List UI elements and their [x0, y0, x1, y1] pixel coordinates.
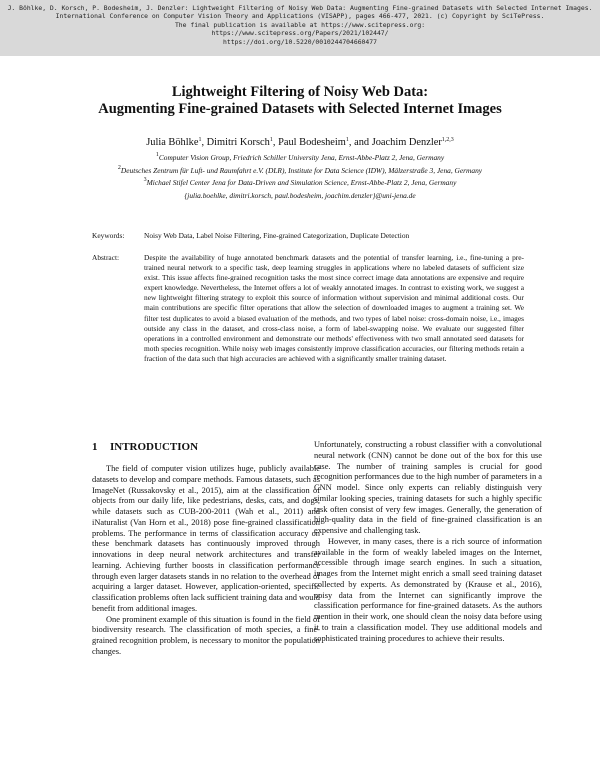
- section-title: INTRODUCTION: [110, 441, 199, 453]
- author-name: Julia Böhlke: [146, 137, 199, 148]
- author-emails: {julia.boehlke, dimitri.korsch, paul.bodesheim, joachim.denzler}@uni-jena.de: [184, 190, 416, 200]
- author-affiliation-marker: 1: [345, 137, 349, 143]
- copyright-banner: [0, 0, 600, 56]
- banner-line: https://www.scitepress.org/Papers/2021/102447/: [211, 29, 389, 38]
- affiliations: [0, 152, 600, 202]
- keywords-text: Noisy Web Data, Label Noise Filtering, Fine-grained Categorization, Duplicate Detection: [144, 231, 410, 240]
- banner-line: International Conference on Computer Vision Theory and Applications (VISAPP), pages 466-477, 2021. (c) Copyright by SciTePress.: [55, 12, 545, 21]
- affiliation-marker: 1: [155, 152, 159, 158]
- affiliation-line: [0, 177, 600, 190]
- affiliation-text: Computer Vision Group, Friedrich Schiller University Jena, Ernst-Abbe-Platz 2, Jena, Germany: [158, 153, 445, 162]
- keywords-label: Keywords:: [92, 231, 125, 240]
- title-line-1: Lightweight Filtering of Noisy Web Data:: [171, 84, 429, 100]
- body-paragraph: One prominent example of this situation is found in the field of biodiversity research. The classification of moth species, a fine-grained recognition problem, is necessary to monitor the population changes.: [92, 614, 320, 656]
- author-separator: , and: [348, 137, 372, 148]
- author-name: Joachim Denzler: [371, 137, 442, 148]
- banner-line: J. Böhlke, D. Korsch, P. Bodesheim, J. Denzler: Lightweight Filtering of Noisy Web Data: Augmenting Fine-grained Datasets with Selected Internet Images.: [7, 4, 593, 12]
- author-name: Dimitri Korsch: [206, 137, 270, 148]
- abstract-text: Despite the availability of huge annotated benchmark datasets and the potential of transfer learning, i.e., fine-tuning a pre-trained neural network to a specific task, deep learning struggles in applications where no labeled datasets of sufficient size exist. This issue affects fine-grained recognition tasks the most since correct image data annotations are expensive and require expert knowledge. Nevertheless, the Internet offers a lot of weakly annotated images. In contrast to existing work, we suggest a new lightweight filtering strategy to exploit this source of information without supervision and minimal additional costs. Our main contributions are specific filter operations that allow the selection of downloaded images to augment a training set. We filter test duplicates to avoid a biased evaluation of the methods, and two types of label noise: cross-domain noise, i.e., images outside any class in the dataset, and cross-class noise, a form of label-swapping noise. We evaluate our suggested filter operations in a controlled environment and demonstrate our methods' effectiveness with two small annotated seed datasets for moth species recognition. While noisy web images consistently improve classification accuracies, our filtering methods retain a fraction of the data such that high accuracies are achieved with a significantly smaller training dataset.: [144, 253, 524, 363]
- affiliation-line: [0, 152, 600, 165]
- affiliation-marker: 3: [143, 177, 147, 184]
- section-heading: [92, 440, 320, 454]
- abstract-label: Abstract:: [92, 253, 120, 262]
- paper-title: [0, 84, 600, 118]
- left-column: [92, 440, 320, 658]
- section-number: 1: [92, 441, 98, 453]
- author-affiliation-marker: 1,2,3: [441, 137, 454, 143]
- body-paragraph: The field of computer vision utilizes huge, publicly available datasets to develop and compare methods. Famous datasets, such as ImageNet (Russakovsky et al., 2015), aim at the classification of objects from our daily life, like pedestrians, desks, cats, and dogs, while datasets such as CUB-200-2011 (Wah et al., 2011) and iNaturalist (Van Horn et al., 2018) pose fine-grained classification problems. The performance in terms of classification accuracy on these benchmark datasets has continuously improved through innovations in deep neural network architectures and transfer learning. Achieving further boosts in classification performance through even larger datasets stands in no relation to the overhead of acquiring a larger dataset. However, application-oriented, specific classification problems often lack sufficient training data and would benefit from additional images.: [92, 464, 320, 613]
- author-name: Paul Bodesheim: [278, 137, 346, 148]
- banner-line: https://doi.org/10.5220/0010244704660477: [223, 37, 377, 46]
- author-separator: ,: [272, 137, 279, 148]
- title-line-2: Augmenting Fine-grained Datasets with Selected Internet Images: [98, 101, 502, 117]
- author-affiliation-marker: 1: [198, 137, 202, 143]
- author-separator: ,: [201, 137, 207, 148]
- affiliation-marker: 2: [117, 164, 121, 171]
- affiliation-line: [0, 165, 600, 178]
- author-list: [0, 136, 600, 150]
- body-paragraph: Unfortunately, constructing a robust classifier with a convolutional neural network (CNN) cannot be done out of the box for this use case. The number of training samples is crucial for good recognition performances due to the high number of parameters in a CNN model. Since only experts can reliably distinguish very similar looking species, training datasets for such a highly specific task often consist of very few images. Generally, the generation of high-quality data in the field of fine-grained classification is an expensive and challenging task.: [314, 440, 542, 535]
- affiliation-text: Deutsches Zentrum für Luft- und Raumfahrt e.V. (DLR), Institute for Data Science (IDW), Mälzerstraße 3, Jena, Germany: [120, 165, 483, 175]
- body-paragraph: However, in many cases, there is a rich source of information available in the form of weakly labeled images on the Internet, accessible through image search engines. In such a situation, images from the Internet might enrich a small seed training dataset collected by experts. As demonstrated by (Krause et al., 2016), noisy data from the Internet can significantly improve the classification performance for fine-grained datasets. As the authors mention in their work, one should clean the noisy data before using it to train a classification model. They use additional models and sophisticated training procedures to achieve their results.: [314, 536, 542, 643]
- right-column: [314, 440, 542, 644]
- banner-line: The final publication is available at https://www.scitepress.org:: [174, 20, 426, 29]
- author-affiliation-marker: 1: [269, 137, 273, 143]
- affiliation-text: Michael Stifel Center Jena for Data-Driven and Simulation Science, Ernst-Abbe-Platz 2, Jena, Germany: [146, 178, 457, 188]
